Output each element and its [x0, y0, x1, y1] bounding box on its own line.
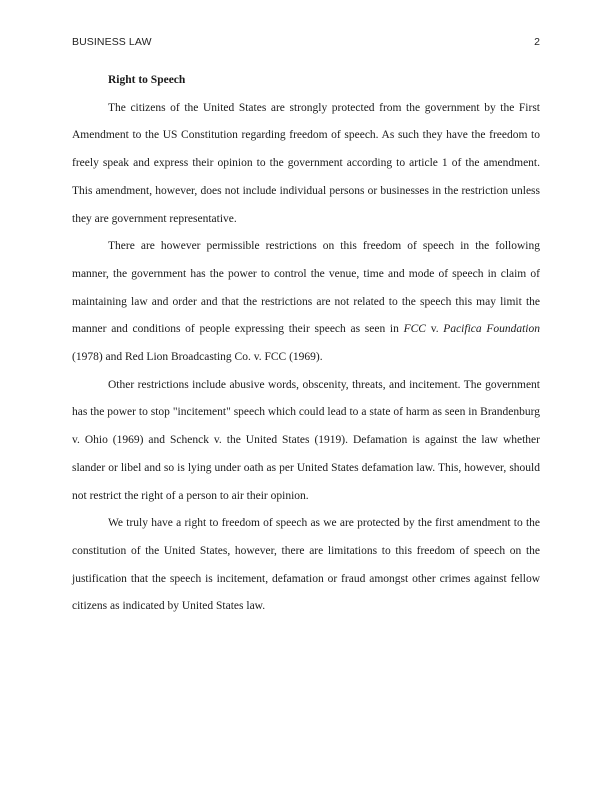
- paragraph-3: Other restrictions include abusive words, obscenity, threats, and incitement. The government has the power to stop "incitement" speech which could lead to a state of harm as seen in Brandenburg v. Ohio (1969) and Schenck v. the United States (1919). Defamation is against the law whether slander or libel and so is lying under oath as per United States defamation law. This, however, should not restrict the right of a person to air their opinion.: [72, 378, 540, 502]
- page-number: 2: [534, 36, 540, 48]
- section-heading: Right to Speech: [108, 74, 186, 86]
- paragraph-2-text-before: There are however permissible restrictions on this freedom of speech in the following manner, the government has the power to control the venue, time and mode of speech in claim of maintaining law and order and that the restrictions are not related to the speech this may limit the manner and conditions of people expressing their speech as seen in: [72, 240, 540, 336]
- document-body: [72, 67, 540, 621]
- case-name-fcc: FCC: [403, 323, 426, 336]
- running-head: BUSINESS LAW: [72, 36, 152, 48]
- case-name-pacifica: Pacifica Foundation: [443, 323, 540, 336]
- paragraph-2: [72, 233, 540, 372]
- case-versus: v.: [425, 323, 444, 336]
- paragraph-4: We truly have a right to freedom of speech as we are protected by the first amendment to the constitution of the United States, however, there are limitations to this freedom of speech on the justification that the speech is incitement, defamation or fraud amongst other crimes against fellow citizens as indicated by United States law.: [72, 517, 540, 613]
- paragraph-1: The citizens of the United States are strongly protected from the government by the First Amendment to the US Constitution regarding freedom of speech. As such they have the freedom to freely speak and express their opinion to the government according to article 1 of the amendment. This amendment, however, does not include individual persons or businesses in the restriction unless they are government representative.: [72, 101, 540, 225]
- paragraph-2-text-after: (1978) and Red Lion Broadcasting Co. v. FCC (1969).: [72, 351, 323, 364]
